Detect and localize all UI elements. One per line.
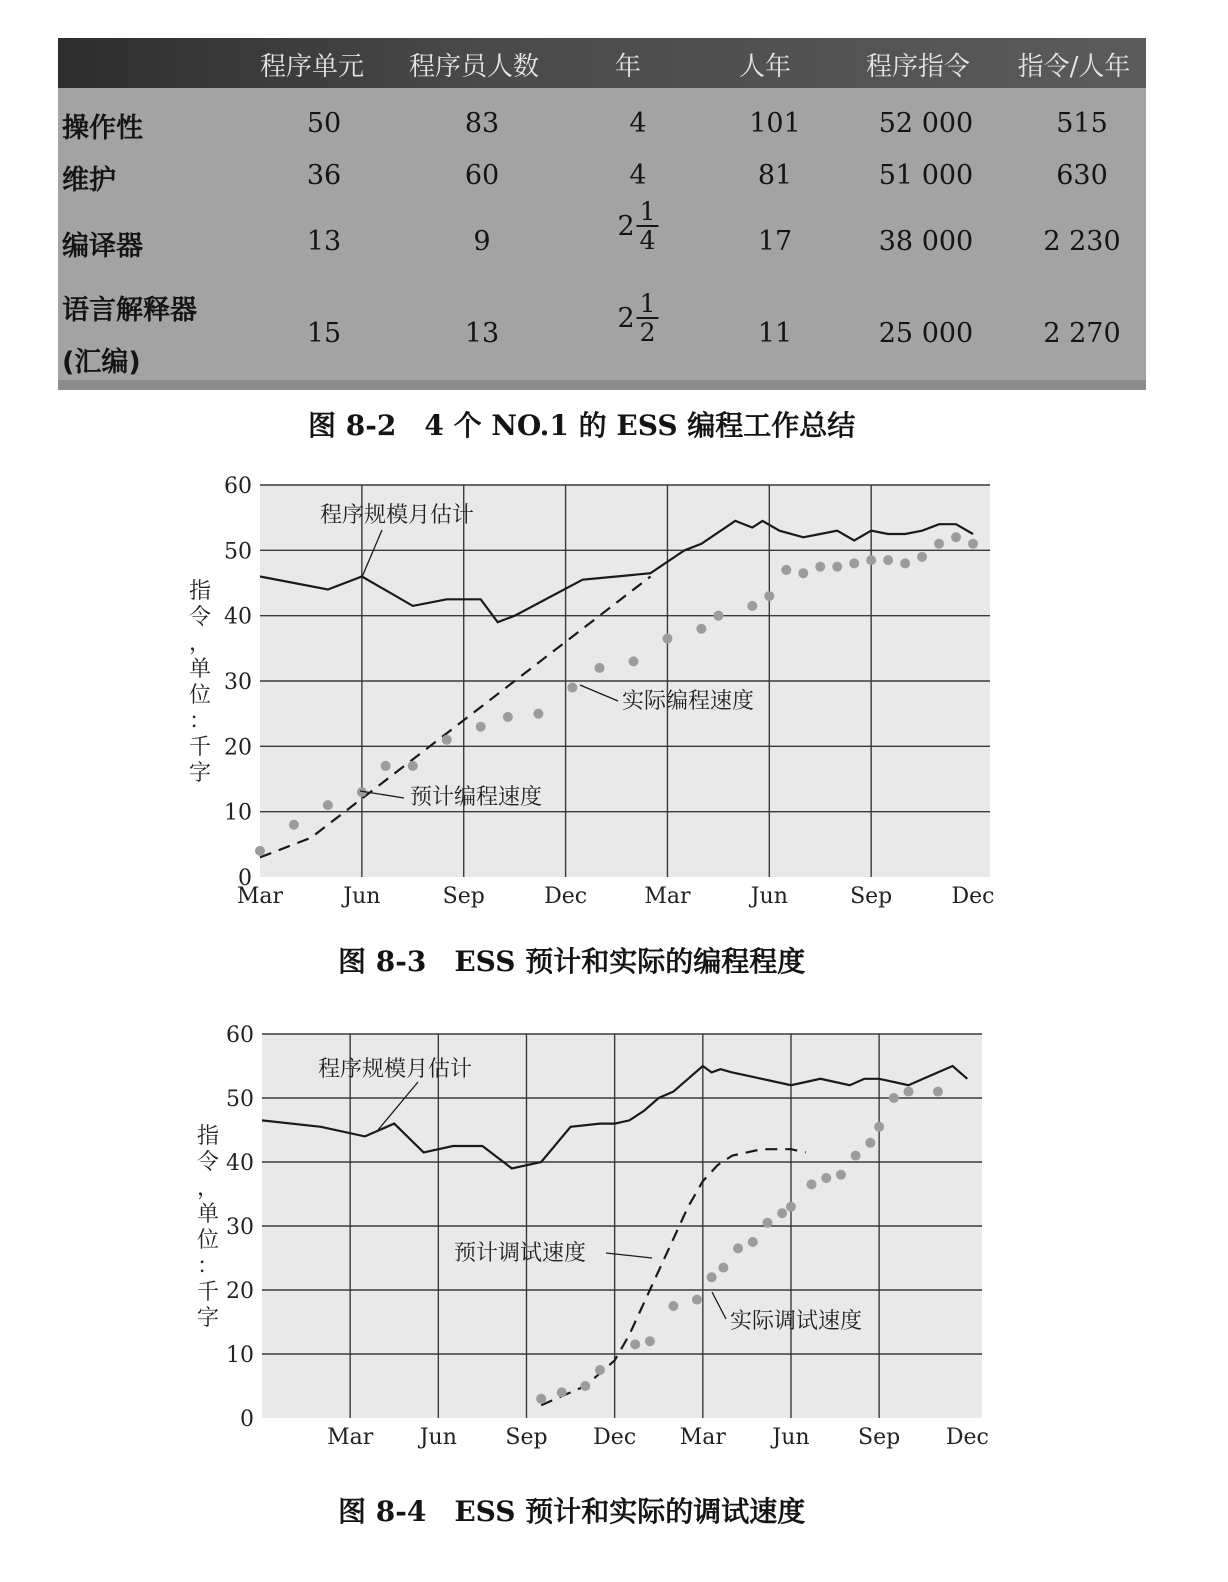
y-tick-label: 50 xyxy=(224,539,252,565)
x-tick-label: Sep xyxy=(505,1425,548,1450)
series-point-actual xyxy=(713,611,723,621)
series-point-actual xyxy=(707,1272,717,1282)
series-point-actual xyxy=(786,1202,796,1212)
series-point-actual xyxy=(762,1218,772,1228)
cell-instructions: 25 000 xyxy=(878,318,974,349)
chart-programming-progress xyxy=(0,465,1228,935)
cell-years-fraction xyxy=(617,198,658,254)
x-tick-label: Jun xyxy=(419,1425,457,1450)
series-point-actual xyxy=(883,555,893,565)
chart-debugging-progress xyxy=(0,1020,1228,1460)
series-point-actual xyxy=(798,568,808,578)
series-point-actual xyxy=(821,1173,831,1183)
y-tick-label: 20 xyxy=(224,735,252,761)
series-point-actual xyxy=(904,1087,914,1097)
x-tick-label: Sep xyxy=(442,884,485,909)
series-point-actual xyxy=(781,565,791,575)
annotation-label: 实际调试速度 xyxy=(730,1309,863,1334)
cell-units: 36 xyxy=(306,160,342,191)
y-axis-label-char: 字 xyxy=(188,761,212,786)
y-axis-label-char: 指 xyxy=(188,579,212,604)
x-tick-label: Jun xyxy=(750,884,788,909)
series-point-actual xyxy=(815,562,825,572)
header-programmers: 程序员人数 xyxy=(408,52,540,82)
y-axis-label-char: 位 xyxy=(196,1228,220,1253)
row-label: 编译器 xyxy=(62,231,143,262)
series-point-actual xyxy=(580,1381,590,1391)
figure-caption-8-3: 图 8-3 ESS 预计和实际的编程程度 xyxy=(338,945,806,978)
row-label-continued: (汇编) xyxy=(62,347,141,378)
annotation-label: 程序规模月估计 xyxy=(320,503,475,528)
cell-units: 15 xyxy=(306,318,342,349)
cell-per-person-year: 515 xyxy=(1056,108,1108,139)
x-tick-label: Dec xyxy=(593,1425,637,1450)
y-tick-label: 0 xyxy=(240,1407,254,1432)
y-axis-label-char: ： xyxy=(196,1254,220,1279)
y-tick-label: 60 xyxy=(226,1023,254,1048)
series-point-actual xyxy=(900,558,910,568)
series-point-actual xyxy=(289,820,299,830)
y-tick-label: 30 xyxy=(224,670,252,695)
y-axis-label-char: 单 xyxy=(196,1202,220,1227)
table-header-row xyxy=(58,38,1146,88)
fraction xyxy=(637,198,659,254)
series-point-actual xyxy=(692,1295,702,1305)
series-point-actual xyxy=(832,562,842,572)
y-axis-label-char: 单 xyxy=(188,657,212,682)
series-point-actual xyxy=(557,1387,567,1397)
series-point-actual xyxy=(777,1208,787,1218)
cell-programmers: 83 xyxy=(464,108,500,139)
y-tick-label: 0 xyxy=(238,866,252,891)
y-axis-label-char: 指 xyxy=(196,1124,220,1149)
x-tick-label: Sep xyxy=(850,884,893,909)
row-label: 操作性 xyxy=(62,113,143,144)
series-point-actual xyxy=(408,761,418,771)
cell-instructions: 52 000 xyxy=(878,108,974,139)
annotation-label: 预计编程速度 xyxy=(410,785,543,810)
cell-years: 4 xyxy=(629,160,647,191)
fraction-numerator: 1 xyxy=(637,290,659,319)
series-point-actual xyxy=(733,1243,743,1253)
series-point-actual xyxy=(323,800,333,810)
cell-years: 4 xyxy=(629,108,647,139)
series-point-actual xyxy=(255,846,265,856)
series-point-actual xyxy=(503,712,513,722)
y-tick-label: 20 xyxy=(226,1279,254,1304)
series-point-actual xyxy=(849,558,859,568)
cell-programmers: 9 xyxy=(473,226,491,257)
y-axis-label-char: 令 xyxy=(188,605,212,630)
fraction-denominator: 2 xyxy=(639,318,656,347)
cell-instructions: 51 000 xyxy=(878,160,974,191)
series-point-actual xyxy=(968,539,978,549)
cell-person-years: 81 xyxy=(757,160,793,191)
row-label: 维护 xyxy=(62,165,116,196)
x-tick-label: Mar xyxy=(236,884,284,909)
series-point-actual xyxy=(874,1122,884,1132)
cell-years-fraction xyxy=(617,290,658,346)
row-label: 语言解释器 xyxy=(62,295,197,326)
x-tick-label: Mar xyxy=(644,884,691,909)
cell-programmers: 60 xyxy=(464,160,500,191)
header-person-years: 人年 xyxy=(738,52,792,82)
cell-per-person-year: 2 230 xyxy=(1043,226,1121,257)
series-point-actual xyxy=(764,591,774,601)
x-tick-label: Dec xyxy=(544,884,588,909)
y-axis-label-char: 千 xyxy=(188,735,212,760)
y-axis-label-char: ， xyxy=(188,631,212,656)
annotation-label: 实际编程速度 xyxy=(622,689,755,714)
y-tick-label: 40 xyxy=(226,1151,254,1176)
series-point-actual xyxy=(630,1339,640,1349)
series-point-actual xyxy=(865,1138,875,1148)
cell-units: 50 xyxy=(306,108,342,139)
series-point-actual xyxy=(595,1365,605,1375)
series-point-actual xyxy=(662,634,672,644)
series-point-actual xyxy=(866,555,876,565)
series-point-actual xyxy=(595,663,605,673)
series-point-actual xyxy=(536,1394,546,1404)
series-point-actual xyxy=(807,1179,817,1189)
fraction-whole: 2 xyxy=(617,302,635,334)
series-point-actual xyxy=(748,1237,758,1247)
y-tick-label: 60 xyxy=(224,474,252,499)
y-axis-label-char: 位 xyxy=(188,683,212,708)
cell-per-person-year: 630 xyxy=(1056,160,1108,191)
fraction xyxy=(637,290,659,346)
fraction-numerator: 1 xyxy=(637,198,659,227)
series-point-actual xyxy=(668,1301,678,1311)
series-point-actual xyxy=(718,1263,728,1273)
header-years: 年 xyxy=(614,52,642,82)
series-point-actual xyxy=(917,552,927,562)
annotation-label: 程序规模月估计 xyxy=(318,1057,473,1082)
x-tick-label: Sep xyxy=(858,1425,901,1450)
x-tick-label: Jun xyxy=(772,1425,810,1450)
table-bottom-rule xyxy=(58,380,1146,390)
y-tick-label: 30 xyxy=(226,1215,254,1240)
cell-per-person-year: 2 270 xyxy=(1043,318,1121,349)
series-point-actual xyxy=(889,1093,899,1103)
y-tick-label: 50 xyxy=(226,1087,254,1112)
series-point-actual xyxy=(951,532,961,542)
cell-person-years: 101 xyxy=(749,108,801,139)
cell-person-years: 17 xyxy=(757,226,793,257)
ess-summary-table xyxy=(58,38,1146,390)
series-point-actual xyxy=(476,722,486,732)
series-point-actual xyxy=(381,761,391,771)
figure-caption-8-2: 图 8-2 4 个 NO.1 的 ESS 编程工作总结 xyxy=(308,409,856,442)
cell-person-years: 11 xyxy=(757,318,793,349)
y-tick-label: 10 xyxy=(224,800,252,826)
series-point-actual xyxy=(628,656,638,666)
series-point-actual xyxy=(567,683,577,693)
x-tick-label: Mar xyxy=(327,1425,374,1450)
x-tick-label: Jun xyxy=(343,884,381,909)
cell-programmers: 13 xyxy=(464,318,500,349)
x-tick-label: Dec xyxy=(945,1425,989,1450)
y-axis-label-char: 字 xyxy=(196,1306,220,1331)
series-point-actual xyxy=(934,539,944,549)
y-axis-label-char: 令 xyxy=(196,1150,220,1175)
header-program-units: 程序单元 xyxy=(259,52,365,82)
series-point-actual xyxy=(851,1151,861,1161)
y-tick-label: 10 xyxy=(226,1343,254,1368)
series-point-actual xyxy=(836,1170,846,1180)
series-point-actual xyxy=(442,735,452,745)
x-tick-label: Dec xyxy=(951,884,995,909)
cell-units: 13 xyxy=(306,226,342,257)
annotation-label: 预计调试速度 xyxy=(454,1241,587,1266)
fraction-denominator: 4 xyxy=(639,226,656,255)
y-axis-label-char: ， xyxy=(196,1176,220,1201)
y-tick-label: 40 xyxy=(224,604,252,630)
fraction-whole: 2 xyxy=(617,210,635,242)
series-point-actual xyxy=(933,1087,943,1097)
series-point-actual xyxy=(696,624,706,634)
y-axis-label-char: ： xyxy=(188,709,212,734)
figure-caption-8-4: 图 8-4 ESS 预计和实际的调试速度 xyxy=(338,1495,806,1528)
y-axis-label-char: 千 xyxy=(196,1280,220,1305)
header-instructions-per-person-year: 指令/人年 xyxy=(1017,52,1131,82)
header-instructions: 程序指令 xyxy=(865,52,971,82)
x-tick-label: Mar xyxy=(679,1425,726,1450)
series-point-actual xyxy=(645,1336,655,1346)
cell-instructions: 38 000 xyxy=(878,226,974,257)
series-point-actual xyxy=(533,709,543,719)
series-point-actual xyxy=(747,601,757,611)
